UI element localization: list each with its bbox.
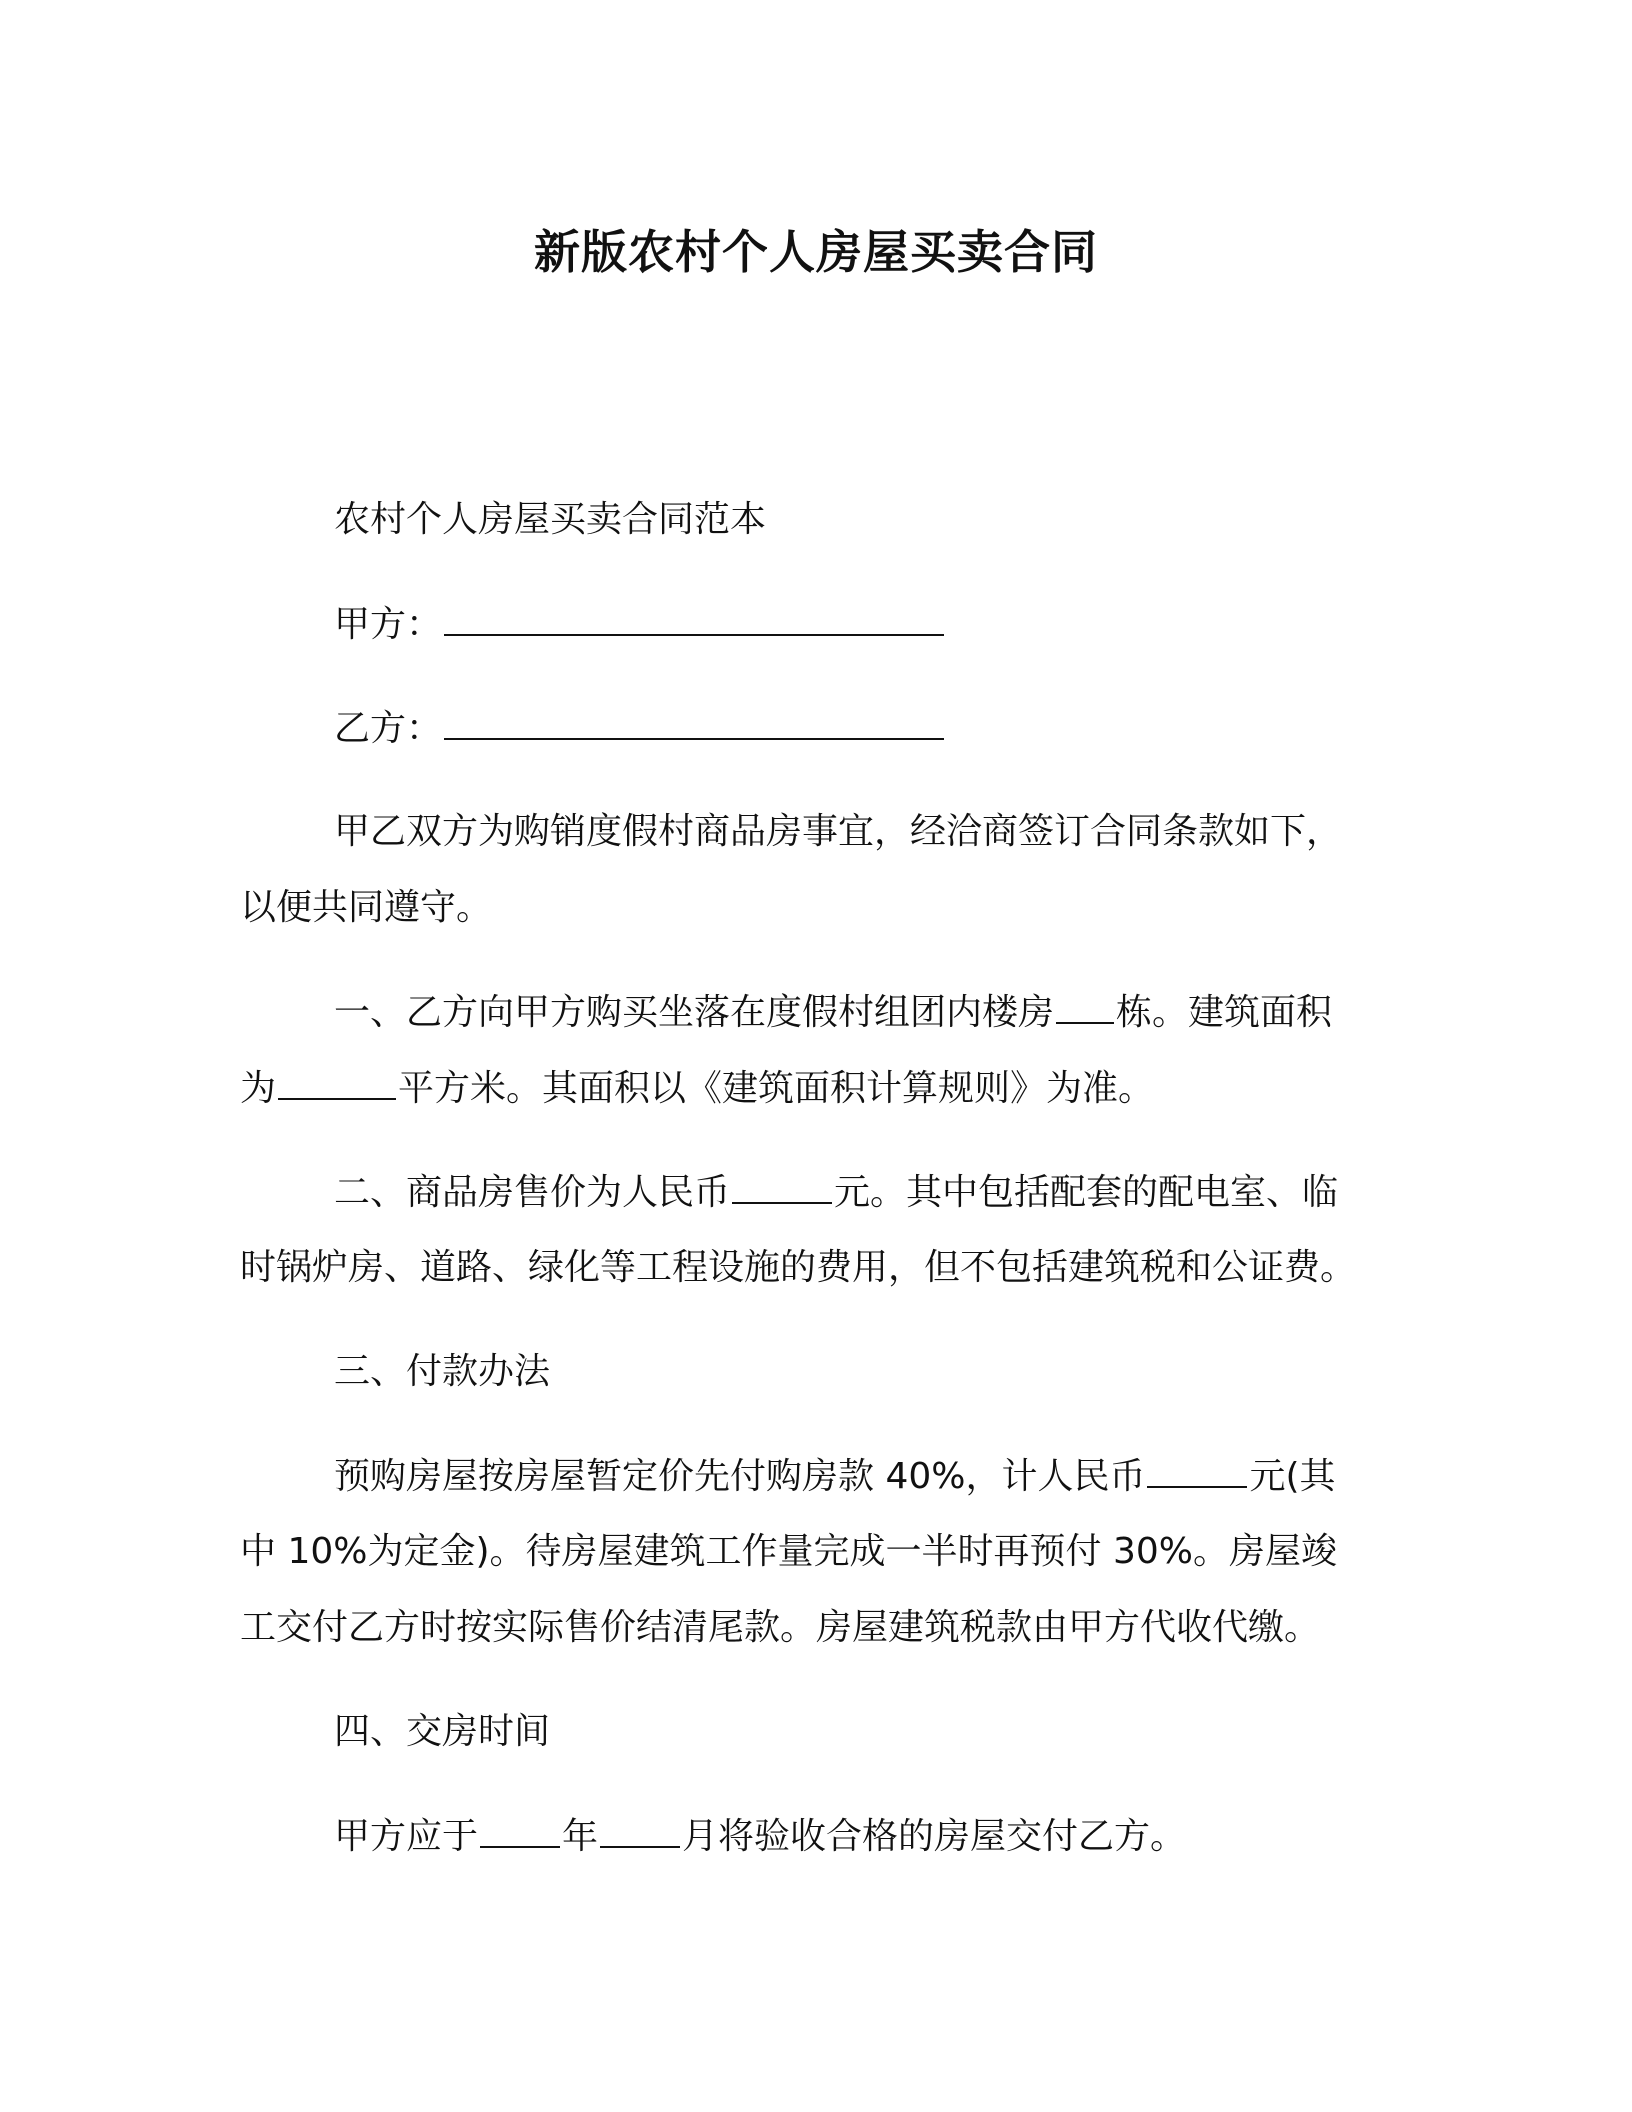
month-blank	[600, 1812, 680, 1848]
clause-4-text-a: 甲方应于	[334, 1816, 479, 1857]
clause-3-text-b: 元(其	[1249, 1456, 1336, 1497]
clause-3-heading: 三、付款办法	[334, 1351, 551, 1392]
party-b-blank	[444, 704, 944, 740]
clause-3-text-a: 预购房屋按房屋暂定价先付购房款 40%，计人民币	[334, 1456, 1146, 1497]
clause-3-line-2: 中 10%为定金)。待房屋建筑工作量完成一半时再预付 30%。房屋竣	[240, 1531, 1337, 1572]
clause-2-line-1	[334, 1168, 1338, 1217]
area-blank	[278, 1064, 396, 1100]
intro-line-2: 以便共同遵守。	[240, 887, 493, 928]
clause-1-text-a: 一、乙方向甲方购买坐落在度假村组团内楼房	[334, 992, 1055, 1033]
price-blank	[732, 1168, 832, 1204]
clause-1-line-1	[334, 988, 1332, 1037]
clause-4-text-c: 月将验收合格的房屋交付乙方。	[682, 1816, 1187, 1857]
party-b-label: 乙方：	[334, 708, 443, 749]
clause-3-line-3: 工交付乙方时按实际售价结清尾款。房屋建筑税款由甲方代收代缴。	[240, 1607, 1321, 1648]
clause-2-text-b: 元。其中包括配套的配电室、临	[834, 1172, 1339, 1213]
down-payment-blank	[1147, 1452, 1247, 1488]
clause-4-text-b: 年	[562, 1816, 599, 1857]
clause-2-text-a: 二、商品房售价为人民币	[334, 1172, 731, 1213]
party-a-blank	[444, 600, 944, 636]
document-subtitle: 农村个人房屋买卖合同范本	[334, 499, 767, 540]
clause-4-heading: 四、交房时间	[334, 1711, 551, 1752]
clause-1-line-2	[240, 1064, 1154, 1113]
building-count-blank	[1056, 988, 1114, 1024]
document-title: 新版农村个人房屋买卖合同	[534, 225, 1098, 279]
party-a-line	[334, 600, 946, 649]
party-b-line	[334, 704, 946, 753]
party-a-label: 甲方：	[334, 604, 443, 645]
clause-1-text-b: 栋。建筑面积	[1116, 992, 1333, 1033]
year-blank	[480, 1812, 560, 1848]
clause-4-line-1	[334, 1812, 1186, 1861]
clause-1-text-d: 平方米。其面积以《建筑面积计算规则》为准。	[398, 1068, 1155, 1109]
clause-1-text-c: 为	[240, 1068, 277, 1109]
intro-line-1: 甲乙双方为购销度假村商品房事宜，经洽商签订合同条款如下，	[334, 811, 1343, 852]
clause-3-line-1	[334, 1452, 1336, 1501]
clause-2-line-2: 时锅炉房、道路、绿化等工程设施的费用，但不包括建筑税和公证费。	[240, 1247, 1357, 1288]
